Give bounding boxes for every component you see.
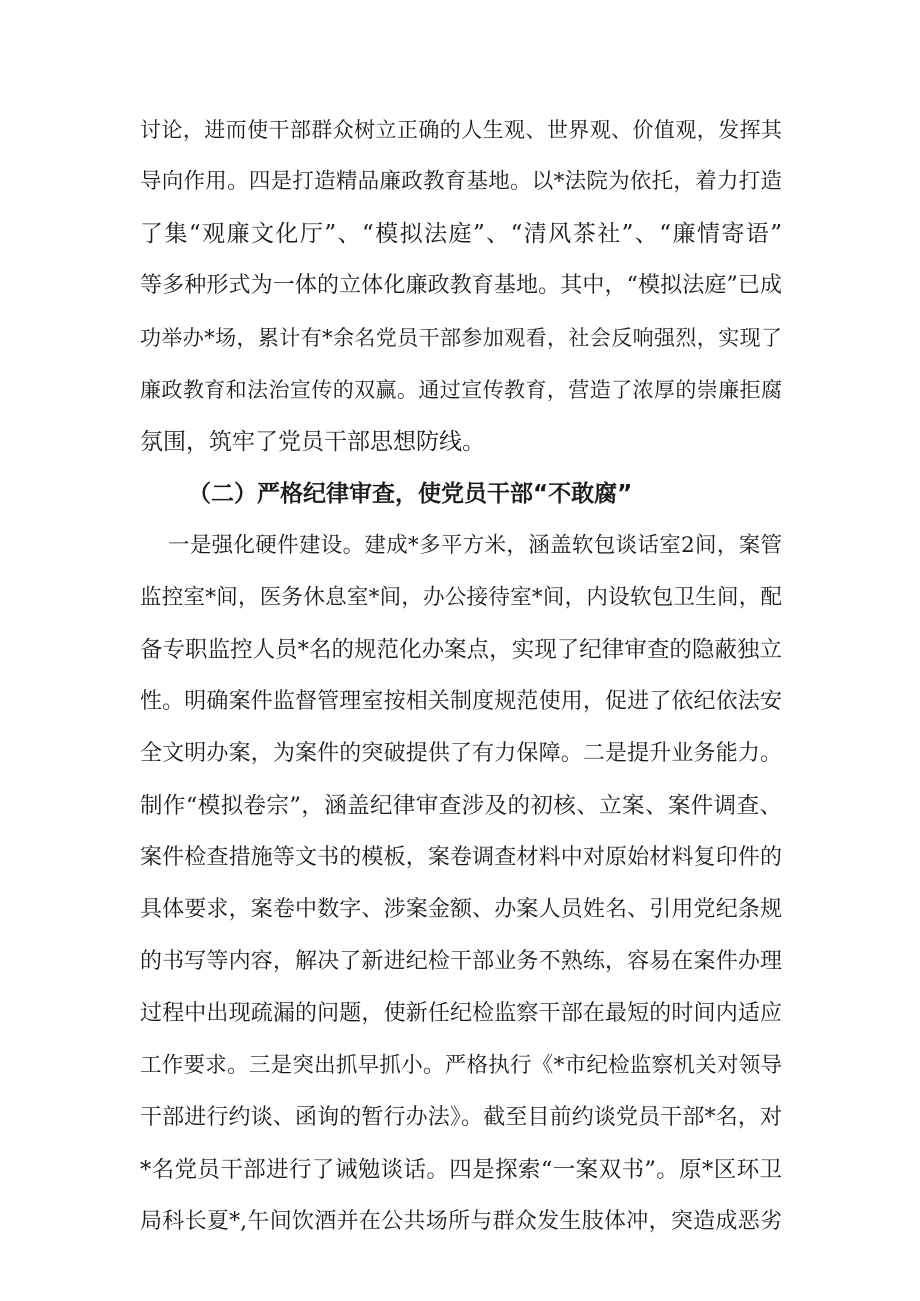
section-heading: （二）严格纪律审查，使党员干部“不敢腐” — [188, 481, 633, 507]
paragraph-1-line-2: 导向作用。四是打造精品廉政教育基地。以*法院为依托，着力打造 — [140, 169, 782, 194]
paragraph-2-line-14: 局科长夏*,午间饮酒并在公共场所与群众发生肢体冲，突造成恶劣 — [140, 1209, 782, 1234]
paragraph-2-line-7: 案件检查措施等文书的模板，案卷调查材料中对原始材料复印件的 — [140, 845, 782, 870]
paragraph-1-line-7: 氛围，筑牢了党员干部思想防线。 — [140, 429, 485, 455]
paragraph-2-line-12: 干部进行约谈、函询的暂行办法》。截至目前约谈党员干部*名，对 — [140, 1105, 782, 1130]
paragraph-2-line-11: 工作要求。三是突出抓早抓小。严格执行《*市纪检监察机关对领导 — [140, 1053, 782, 1078]
paragraph-1-line-6: 廉政教育和法治宣传的双赢。通过宣传教育，营造了浓厚的崇廉拒腐 — [140, 378, 782, 402]
paragraph-2-line-8: 具体要求，案卷中数字、涉案金额、办案人员姓名、引用党纪条规 — [140, 897, 782, 922]
paragraph-2-line-4: 性。明确案件监督管理室按相关制度规范使用，促进了依纪依法安 — [140, 689, 782, 714]
paragraph-2-line-6: 制作“模拟卷宗”，涵盖纪律审查涉及的初核、立案、案件调查、 — [140, 793, 782, 819]
paragraph-1-line-5: 功举办*场，累计有*余名党员干部参加观看，社会反响强烈，实现了 — [140, 326, 782, 350]
paragraph-1-line-4: 等多种形式为一体的立体化廉政教育基地。其中，“模拟法庭”已成 — [140, 273, 782, 298]
paragraph-2-line-10: 过程中出现疏漏的问题，使新任纪检监察干部在最短的时间内适应 — [140, 1001, 782, 1026]
paragraph-2-line-3: 备专职监控人员*名的规范化办案点，实现了纪律审查的隐蔽独立 — [140, 637, 782, 663]
paragraph-2-line-1: 一是强化硬件建设。建成*多平方米，涵盖软包谈话室2间，案管 — [168, 533, 782, 558]
paragraph-2-line-2: 监控室*间，医务休息室*间，办公接待室*间，内设软包卫生间，配 — [140, 585, 782, 610]
paragraph-2-line-5: 全文明办案，为案件的突破提供了有力保障。二是提升业务能力。 — [140, 741, 782, 766]
paragraph-1-line-1: 讨论，进而使干部群众树立正确的人生观、世界观、价值观，发挥其 — [140, 118, 782, 142]
paragraph-1-line-3: 了集“观廉文化厅”、“模拟法庭”、“清风茶社”、“廉情寄语” — [140, 221, 782, 247]
paragraph-2-line-13: *名党员干部进行了诫勉谈话。四是探索“一案双书”。原*区环卫 — [140, 1157, 782, 1183]
paragraph-2-line-9: 的书写等内容，解决了新进纪检干部业务不熟练，容易在案件办理 — [140, 949, 782, 974]
